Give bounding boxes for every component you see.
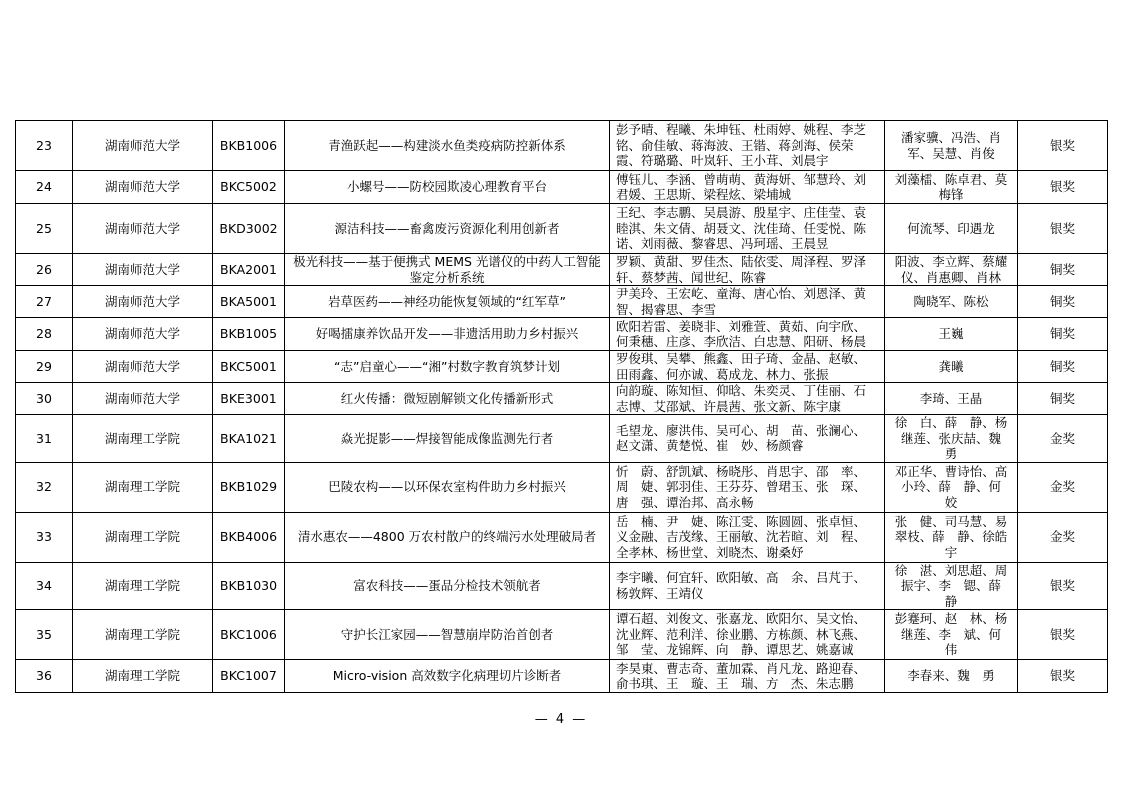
school-name-cell: 湖南理工学院 xyxy=(73,660,213,693)
team-members-cell: 谭石超、刘俊文、张嘉龙、欧阳尔、吴文怡、沈业辉、范利洋、徐业鹏、方栋颜、林飞燕、邹 莹、龙锦辉、向 静、谭思艺、姚嘉诚 xyxy=(610,610,885,660)
row-number-cell: 29 xyxy=(16,351,73,383)
school-name-cell: 湖南理工学院 xyxy=(73,512,213,562)
school-name-cell: 湖南理工学院 xyxy=(73,610,213,660)
award-level-cell: 铜奖 xyxy=(1018,351,1108,383)
school-name-cell: 湖南理工学院 xyxy=(73,462,213,512)
advisors-cell: 邓正华、曹诗怡、高小玲、薛 静、何 姣 xyxy=(885,462,1018,512)
award-level-cell: 银奖 xyxy=(1018,610,1108,660)
school-name-cell: 湖南师范大学 xyxy=(73,351,213,383)
project-code-cell: BKA1021 xyxy=(213,415,285,463)
project-name-cell: 红火传播：微短剧解锁文化传播新形式 xyxy=(285,383,610,415)
project-code-cell: BKC5002 xyxy=(213,171,285,204)
row-number-cell: 36 xyxy=(16,660,73,693)
award-level-cell: 铜奖 xyxy=(1018,254,1108,286)
table-row xyxy=(16,318,1108,351)
advisors-cell: 徐 湛、刘思超、周振宇、李 锶、薛 静 xyxy=(885,562,1018,610)
project-code-cell: BKC1006 xyxy=(213,610,285,660)
school-name-cell: 湖南师范大学 xyxy=(73,254,213,286)
award-level-cell: 铜奖 xyxy=(1018,318,1108,351)
award-level-cell: 金奖 xyxy=(1018,415,1108,463)
row-number-cell: 26 xyxy=(16,254,73,286)
row-number-cell: 23 xyxy=(16,121,73,171)
team-members-cell: 王纪、李志鹏、吴晨游、殷星宇、庄佳莹、袁睦淇、朱文倩、胡聂文、沈佳琦、任雯悦、陈诺、刘雨薇、黎睿思、冯珂瑶、王晨昱 xyxy=(610,204,885,254)
project-code-cell: BKB1029 xyxy=(213,462,285,512)
project-name-cell: 清水惠农——4800 万农村散户的终端污水处理破局者 xyxy=(285,512,610,562)
project-code-cell: BKB1006 xyxy=(213,121,285,171)
project-name-cell: 极光科技——基于便携式 MEMS 光谱仪的中药人工智能鉴定分析系统 xyxy=(285,254,610,286)
team-members-cell: 罗俊琪、吴攀、熊鑫、田子琦、金晶、赵敏、田雨鑫、何亦诚、葛成龙、林力、张振 xyxy=(610,351,885,383)
project-name-cell: 守护长江家园——智慧崩岸防治首创者 xyxy=(285,610,610,660)
project-code-cell: BKE3001 xyxy=(213,383,285,415)
row-number-cell: 30 xyxy=(16,383,73,415)
advisors-cell: 张 健、司马慧、易翠枝、薛 静、徐皓宇 xyxy=(885,512,1018,562)
school-name-cell: 湖南师范大学 xyxy=(73,171,213,204)
team-members-cell: 向韵璇、陈知恒、仰晗、朱奕灵、丁佳丽、石志博、艾邵斌、许晨茜、张文新、陈宇康 xyxy=(610,383,885,415)
team-members-cell: 李宇曦、何宜轩、欧阳敏、高 余、吕芃于、杨敦辉、王靖仪 xyxy=(610,562,885,610)
project-code-cell: BKB4006 xyxy=(213,512,285,562)
table-row xyxy=(16,562,1108,610)
row-number-cell: 35 xyxy=(16,610,73,660)
project-code-cell: BKB1030 xyxy=(213,562,285,610)
row-number-cell: 25 xyxy=(16,204,73,254)
project-name-cell: “志”启童心——“湘”村数字教育筑梦计划 xyxy=(285,351,610,383)
table-row xyxy=(16,286,1108,318)
project-name-cell: Micro-vision 高效数字化病理切片诊断者 xyxy=(285,660,610,693)
team-members-cell: 忻 蔚、舒凯斌、杨晓彤、肖思宇、邵 率、周 婕、郭羽佳、王芬芬、曾珺玉、张 琛、唐 强、谭治邦、高永畅 xyxy=(610,462,885,512)
advisors-cell: 李琦、王晶 xyxy=(885,383,1018,415)
table-row xyxy=(16,204,1108,254)
table-row xyxy=(16,171,1108,204)
school-name-cell: 湖南理工学院 xyxy=(73,415,213,463)
table-row xyxy=(16,512,1108,562)
advisors-cell: 徐 白、薛 静、杨继莲、张庆喆、魏 勇 xyxy=(885,415,1018,463)
row-number-cell: 27 xyxy=(16,286,73,318)
awards-table xyxy=(15,120,1108,693)
advisors-cell: 彭蹇珂、赵 林、杨继莲、李 斌、何 伟 xyxy=(885,610,1018,660)
award-level-cell: 银奖 xyxy=(1018,660,1108,693)
school-name-cell: 湖南理工学院 xyxy=(73,562,213,610)
advisors-cell: 王巍 xyxy=(885,318,1018,351)
team-members-cell: 欧阳若雷、姜晓非、刘雅萱、黄茹、向宇欣、何秉穗、庄彦、李欣洁、白忠慧、阳研、杨晨 xyxy=(610,318,885,351)
team-members-cell: 傅钰儿、李涵、曾萌萌、黄海妍、邹慧玲、刘君媛、王思斯、梁程炫、梁埔城 xyxy=(610,171,885,204)
row-number-cell: 24 xyxy=(16,171,73,204)
row-number-cell: 28 xyxy=(16,318,73,351)
row-number-cell: 31 xyxy=(16,415,73,463)
team-members-cell: 罗颖、黄甜、罗佳杰、陆依雯、周泽程、罗泽轩、蔡梦茜、闻世纪、陈睿 xyxy=(610,254,885,286)
table-row xyxy=(16,415,1108,463)
project-code-cell: BKA2001 xyxy=(213,254,285,286)
project-name-cell: 小螺号——防校园欺凌心理教育平台 xyxy=(285,171,610,204)
school-name-cell: 湖南师范大学 xyxy=(73,286,213,318)
row-number-cell: 32 xyxy=(16,462,73,512)
award-level-cell: 银奖 xyxy=(1018,204,1108,254)
team-members-cell: 李昊東、曹志奇、董加霖、肖凡龙、路迎春、俞书琪、王 璇、王 瑞、方 杰、朱志鹏 xyxy=(610,660,885,693)
project-name-cell: 岩草医药——神经功能恢复领域的“红军草” xyxy=(285,286,610,318)
project-name-cell: 好喝擂康养饮品开发——非遗活用助力乡村振兴 xyxy=(285,318,610,351)
project-name-cell: 青渔跃起——构建淡水鱼类疫病防控新体系 xyxy=(285,121,610,171)
award-level-cell: 金奖 xyxy=(1018,512,1108,562)
school-name-cell: 湖南师范大学 xyxy=(73,383,213,415)
project-code-cell: BKC5001 xyxy=(213,351,285,383)
award-level-cell: 铜奖 xyxy=(1018,286,1108,318)
table-row xyxy=(16,462,1108,512)
project-name-cell: 富农科技——蛋品分检技术领航者 xyxy=(285,562,610,610)
advisors-cell: 刘藻檑、陈卓君、莫梅锋 xyxy=(885,171,1018,204)
team-members-cell: 尹美玲、王宏屹、童海、唐心怡、刘恩泽、黄智、揭睿思、李雪 xyxy=(610,286,885,318)
school-name-cell: 湖南师范大学 xyxy=(73,318,213,351)
project-name-cell: 巴陵农构——以环保农室构件助力乡村振兴 xyxy=(285,462,610,512)
table-row xyxy=(16,351,1108,383)
school-name-cell: 湖南师范大学 xyxy=(73,121,213,171)
project-code-cell: BKA5001 xyxy=(213,286,285,318)
page-number: — 4 — xyxy=(534,712,588,727)
award-level-cell: 铜奖 xyxy=(1018,383,1108,415)
project-code-cell: BKC1007 xyxy=(213,660,285,693)
project-code-cell: BKB1005 xyxy=(213,318,285,351)
row-number-cell: 33 xyxy=(16,512,73,562)
table-row xyxy=(16,254,1108,286)
advisors-cell: 李春来、魏 勇 xyxy=(885,660,1018,693)
advisors-cell: 潘家骥、冯浩、肖军、吴慧、肖俊 xyxy=(885,121,1018,171)
school-name-cell: 湖南师范大学 xyxy=(73,204,213,254)
advisors-cell: 龚曦 xyxy=(885,351,1018,383)
team-members-cell: 岳 楠、尹 婕、陈江雯、陈圆圆、张卓恒、义金融、吉茂缘、王丽敏、沈若暄、刘 程、全孝林、杨世堂、刘晓杰、谢桑妤 xyxy=(610,512,885,562)
team-members-cell: 彭予晴、程曦、朱坤钰、杜雨婷、姚程、李芝铭、俞佳敏、蒋海波、王锴、蒋剑海、侯荣霞、符璐璐、叶岚轩、王小茸、刘晨宇 xyxy=(610,121,885,171)
team-members-cell: 毛望龙、廖洪伟、吴可心、胡 苗、张澜心、赵文潇、黄楚悦、崔 妙、杨颜睿 xyxy=(610,415,885,463)
row-number-cell: 34 xyxy=(16,562,73,610)
project-name-cell: 源洁科技——畜禽废污资源化利用创新者 xyxy=(285,204,610,254)
project-code-cell: BKD3002 xyxy=(213,204,285,254)
table-row xyxy=(16,383,1108,415)
award-level-cell: 银奖 xyxy=(1018,562,1108,610)
advisors-cell: 何流琴、印遇龙 xyxy=(885,204,1018,254)
awards-table-body xyxy=(16,121,1108,693)
award-level-cell: 金奖 xyxy=(1018,462,1108,512)
project-name-cell: 焱光捉影——焊接智能成像监测先行者 xyxy=(285,415,610,463)
table-row xyxy=(16,660,1108,693)
advisors-cell: 陶晓军、陈松 xyxy=(885,286,1018,318)
table-row xyxy=(16,121,1108,171)
award-level-cell: 银奖 xyxy=(1018,121,1108,171)
award-level-cell: 银奖 xyxy=(1018,171,1108,204)
advisors-cell: 阳波、李立辉、蔡耀仪、肖惠卿、肖林 xyxy=(885,254,1018,286)
table-row xyxy=(16,610,1108,660)
